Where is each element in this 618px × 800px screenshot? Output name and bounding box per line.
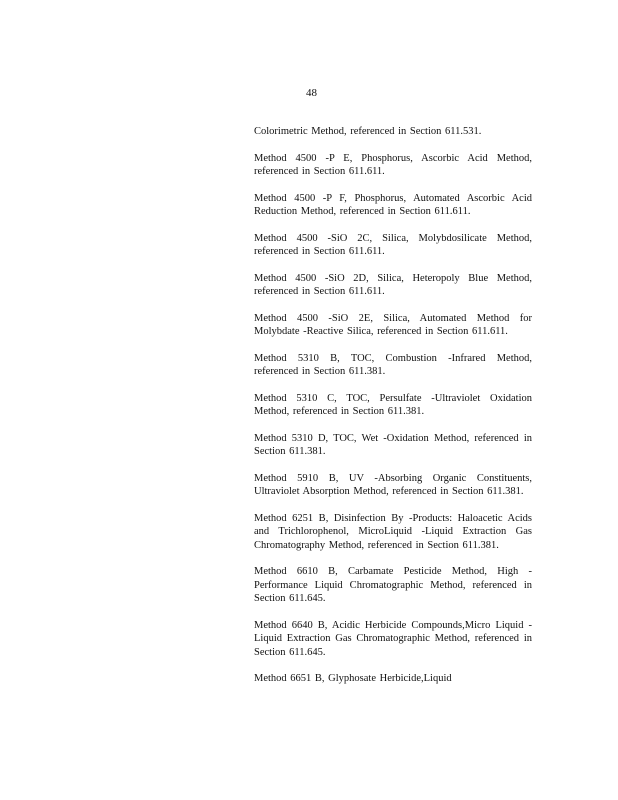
reference-entry: Colorimetric Method, referenced in Section 611.531. bbox=[254, 126, 482, 137]
method-reference-list bbox=[254, 125, 532, 699]
reference-entry: Method 6610 B, Carbamate Pesticide Method, High -Performance Liquid Chromatographic Method, referenced in Section 611.645. bbox=[254, 566, 532, 604]
reference-entry: Method 4500 -SiO 2C, Silica, Molybdosilicate Method, referenced in Section 611.611. bbox=[254, 232, 532, 257]
reference-entry: Method 5310 C, TOC, Persulfate -Ultraviolet Oxidation Method, referenced in Section 611.381. bbox=[254, 392, 532, 417]
page-number: 48 bbox=[306, 87, 317, 99]
reference-entry: Method 6651 B, Glyphosate Herbicide,Liquid bbox=[254, 673, 452, 684]
reference-entry: Method 4500 -SiO 2E, Silica, Automated Method for Molybdate -Reactive Silica, referenced in Section 611.611. bbox=[254, 312, 532, 337]
reference-entry: Method 5310 D, TOC, Wet -Oxidation Method, referenced in Section 611.381. bbox=[254, 432, 532, 457]
reference-entry: Method 4500 -P E, Phosphorus, Ascorbic Acid Method, referenced in Section 611.611. bbox=[254, 152, 532, 177]
reference-entry: Method 4500 -SiO 2D, Silica, Heteropoly Blue Method, referenced in Section 611.611. bbox=[254, 272, 532, 297]
reference-entry: Method 6640 B, Acidic Herbicide Compounds,Micro Liquid -Liquid Extraction Gas Chromatographic Method, referenced in Section 611.645. bbox=[254, 619, 532, 658]
reference-entry: Method 6251 B, Disinfection By -Products: Haloacetic Acids and Trichlorophenol, MicroLiquid -Liquid Extraction Gas Chromatography Method, referenced in Section 611.381. bbox=[254, 512, 532, 551]
reference-entry: Method 5910 B, UV -Absorbing Organic Constituents, Ultraviolet Absorption Method, referenced in Section 611.381. bbox=[254, 472, 532, 497]
reference-entry: Method 4500 -P F, Phosphorus, Automated Ascorbic Acid Reduction Method, referenced in Section 611.611. bbox=[254, 192, 532, 217]
reference-entry: Method 5310 B, TOC, Combustion -Infrared Method, referenced in Section 611.381. bbox=[254, 352, 532, 377]
